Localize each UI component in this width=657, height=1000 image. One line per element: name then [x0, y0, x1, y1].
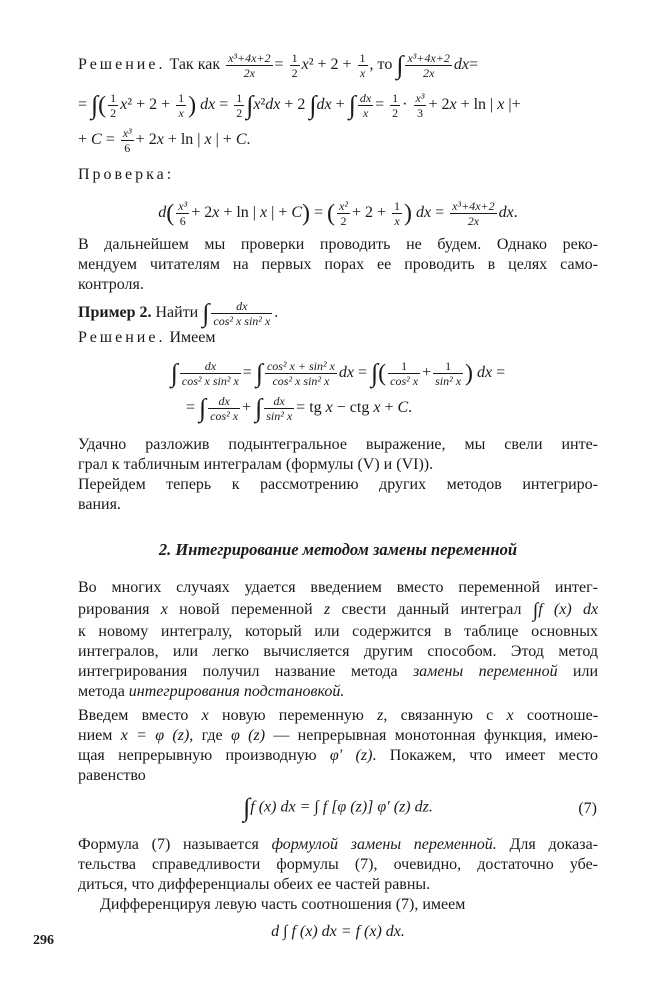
paragraph-line-mixed	[78, 682, 598, 702]
solution-line-3: + C = $\frac{\text{x³}}{6}$ + 2x + ln | x | + C.	[78, 126, 251, 155]
equation-7: ∫f (x) dx = ∫ f [φ (z)] φ′ (z) dz.	[243, 793, 433, 822]
emphasis: интегрирования подстановкой.	[128, 683, 345, 700]
paragraph-line: контроля.	[78, 276, 144, 293]
paragraph-line-mixed	[78, 726, 598, 746]
fraction: $\frac{1}{x}$	[359, 51, 366, 80]
text-run: или	[572, 663, 599, 680]
paragraph-line: грал к табличным интегралам (формулы (V) и (VI)).	[78, 456, 434, 473]
integral-sign: ∫	[396, 50, 404, 80]
we-have-word: Имеем	[169, 329, 216, 346]
emphasis: замены переменной	[412, 663, 558, 680]
paragraph-line: В дальнейшем мы проверки проводить не будем. Однако реко-	[78, 236, 598, 253]
paragraph-line: Удачно разложив подынтегральное выражение, мы свели инте-	[78, 436, 598, 453]
final-formula	[78, 922, 598, 942]
text-run: новой переменной	[179, 601, 313, 618]
text-run: , связанную с	[383, 707, 494, 724]
page-number: 296	[33, 933, 54, 948]
text-run: соотноше-	[526, 707, 599, 724]
text-run: Формула (7) называется	[78, 836, 259, 853]
fraction: $\frac{\text{x³+4x+2}}{2x}$	[228, 51, 271, 80]
text-run: интегрирования получил название метода	[78, 663, 398, 680]
since-word: Так как	[169, 56, 221, 74]
paragraph-line: к новому интегралу, который или содержится в таблице основных	[78, 623, 598, 640]
paragraph-line: интегралов, или легко вычисляется другим способом. Этод метод	[78, 643, 598, 660]
section-title: 2. Интегрирование методом замены переменной	[158, 540, 518, 559]
paragraph-line: равенство	[78, 767, 146, 784]
math-var: x	[201, 707, 209, 724]
text-run: свести данный интеграл	[341, 601, 522, 618]
paragraph-line: Во многих случаях удается введением вместо переменной интег-	[78, 579, 598, 596]
paragraph-line-mixed: рирования x новой переменной z свести данный интеграл ∫f (x) dx	[78, 599, 599, 622]
paragraph-line-mixed	[78, 746, 598, 766]
text-run: нием	[78, 727, 113, 744]
paragraph-line: диться, что дифференциалы обеих ее частей равны.	[78, 876, 431, 893]
emphasis: формулой замены переменной.	[271, 836, 497, 853]
text-run: — непрерывная монотонная функция, имею-	[273, 727, 599, 744]
math-expr: f (x) dx	[538, 601, 599, 618]
fraction: $\frac{\text{x³+4x+2}}{2x}$	[407, 51, 450, 80]
math-var: x	[160, 601, 168, 618]
math-expr: f (x) dx = ∫ f [φ (z)] φ′ (z) dz.	[250, 798, 433, 816]
check-label: Проверка:	[78, 166, 175, 183]
check-heading	[78, 165, 598, 185]
text-run: , где	[189, 727, 223, 744]
example-label: Пример 2.	[78, 304, 152, 322]
paragraph-line-mixed	[78, 662, 598, 682]
math-var: z	[323, 601, 331, 618]
fraction: $\frac{1}{2}$	[291, 51, 298, 80]
paragraph-line: тельства справедливости формулы (7), очевидно, достаточно убе-	[78, 856, 598, 873]
text-run: метода	[78, 683, 125, 700]
math-expr: φ′ (z)	[329, 747, 373, 764]
solution-label: Решение.	[78, 56, 166, 74]
example-2-formula-2: = ∫ $\frac{dx}{\text{cos² x}}$ + ∫ $\frac{dx}{\text{sin² x}}$ = tg x − ctg x + C.	[186, 393, 413, 423]
text-run: рирования	[78, 601, 150, 618]
solution-2-line	[78, 328, 598, 348]
math-expr: x = φ (z)	[120, 727, 190, 744]
math-var: x	[506, 707, 514, 724]
then-word: , то	[369, 56, 393, 74]
text-run: щая непрерывную производную	[78, 747, 317, 764]
find-word: Найти	[155, 304, 199, 322]
paragraph-line-mixed	[78, 706, 598, 726]
example-2: Пример 2. Найти ∫ $\frac{dx}{\text{cos² x sin² x}}$ .	[78, 298, 279, 328]
solution-line-1: Решение. Так как $\frac{\text{x³+4x+2}}{2x}$ = $\frac{1}{2}$ x² + 2 + $\frac{1}{x}$ , то ∫ $\frac{\text{x³+4x+2}}{2x}$ dx=	[78, 50, 479, 80]
text-run: Для доказа-	[509, 836, 599, 853]
check-formula: d( $\frac{\text{x³}}{6}$ + 2x + ln | x | + C) = ( $\frac{\text{x²}}{2}$ + 2 + $\frac{1}{x}$ ) dx = $\frac{\text{x³+4x+2}}{2x}$ dx.	[158, 199, 518, 228]
paragraph-line: Дифференцируя левую часть соотношения (7), имеем	[100, 896, 466, 913]
equation-number: (7)	[578, 800, 597, 817]
text-run: новую переменную	[222, 707, 364, 724]
math-expr: d ∫ f (x) dx = f (x) dx.	[271, 923, 405, 940]
solution-line-2: = ∫( $\frac{1}{2}$ x² + 2 + $\frac{1}{x}$ ) dx = $\frac{1}{2}$ ∫x²dx + 2 ∫dx + ∫ $\frac{dx}{x}$ = $\frac{1}{2}$ · $\frac{\text{x³}}{3}$ + 2x + ln | x |+	[78, 90, 521, 120]
paragraph-line: вания.	[78, 496, 121, 513]
math-expr: φ (z)	[230, 727, 266, 744]
paragraph-line-mixed	[78, 835, 598, 855]
paragraph-line: Перейдем теперь к рассмотрению других методов интегриро-	[78, 476, 598, 493]
text-run: Введем вместо	[78, 707, 189, 724]
text-run: . Покажем, что имеет место	[372, 747, 599, 764]
paragraph-line: мендуем читателям на первых порах ее проводить в целях само-	[78, 256, 598, 273]
example-2-formula-1: ∫ $\frac{dx}{\text{cos² x sin² x}}$ = ∫ $\frac{\text{cos² x + sin² x}}{\text{cos² x sin² x}}$ dx = ∫( $\frac{1}{\text{cos² x}}$ + $\frac{1}{\text{sin² x}}$ ) dx =	[170, 358, 506, 388]
math-var: z	[377, 707, 384, 724]
solution-label: Решение.	[78, 329, 166, 346]
